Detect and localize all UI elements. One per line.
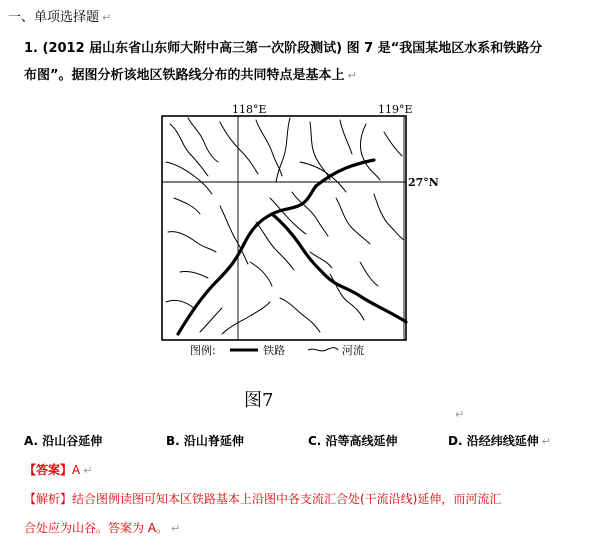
- question-text-line2: 布图”。据图分析该地区铁路线分布的共同特点是基本上 ↵: [24, 68, 357, 83]
- explanation-line1: 【解析】结合图例读图可知本区铁路基本上沿图中各支流汇合处(干流沿线)延伸，而河流汇: [24, 492, 502, 506]
- question-text-line1: 1. (2012 届山东省山东师大附中高三第一次阶段测试) 图 7 是“我国某地区水系和铁路分: [24, 41, 543, 56]
- option-c[interactable]: C. 沿等高线延伸: [308, 434, 398, 448]
- option-b[interactable]: B. 沿山脊延伸: [166, 434, 244, 448]
- answer-tag: 【答案】: [24, 463, 73, 477]
- map-figure: [160, 102, 450, 376]
- legend-river-swatch: [308, 348, 338, 351]
- return-mark: ↵: [455, 408, 465, 421]
- answer-value: A: [72, 463, 81, 477]
- section-title: 一、单项选择题 ↵: [8, 10, 112, 25]
- lat-label: 27°N: [408, 176, 439, 189]
- option-d[interactable]: D. 沿经纬线延伸 ↵: [448, 434, 551, 448]
- legend-river-text: 河流: [342, 344, 364, 357]
- map-frame: [162, 116, 406, 340]
- explanation-line2: 合处应为山谷。答案为 A。 ↵: [24, 521, 181, 535]
- legend-rail-text: 铁路: [263, 344, 285, 357]
- answer-line: 【答案】A ↵: [24, 463, 93, 477]
- legend-label: 图例:: [190, 344, 216, 357]
- lon-label-right: 119°E: [378, 103, 413, 116]
- lon-label-left: 118°E: [232, 103, 267, 116]
- option-a[interactable]: A. 沿山谷延伸: [24, 434, 103, 448]
- figure-caption: 图7: [244, 390, 274, 411]
